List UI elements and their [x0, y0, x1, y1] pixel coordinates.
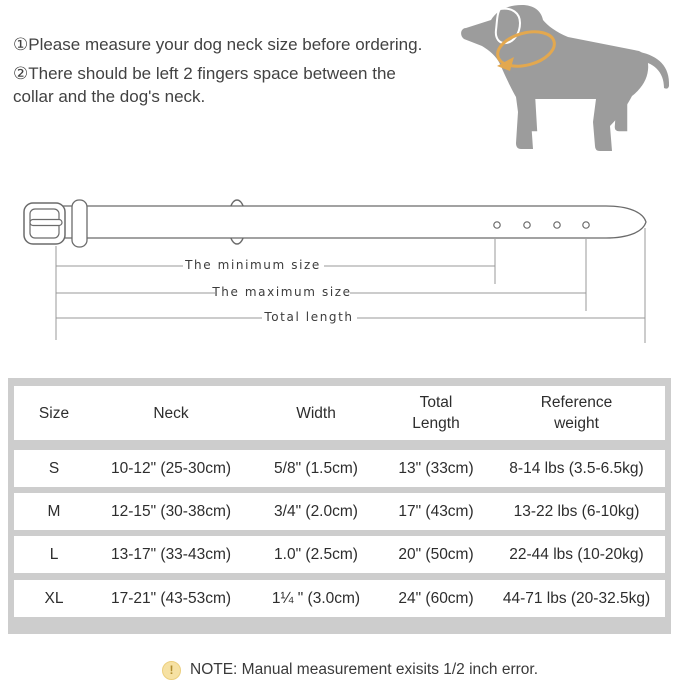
- collar-hole: [583, 222, 589, 228]
- instruction-line-1: ①Please measure your dog neck size before ordering.: [13, 35, 423, 54]
- cell-size: L: [49, 545, 59, 563]
- collar-hole: [494, 222, 500, 228]
- table-row: [14, 450, 665, 487]
- cell-total-length: 24" (60cm): [398, 589, 474, 607]
- cell-neck: 10-12" (25-30cm): [110, 459, 232, 477]
- cell-reference-weight: 8-14 lbs (3.5-6.5kg): [509, 459, 644, 477]
- collar-hole: [524, 222, 530, 228]
- size-table-header: [14, 386, 665, 440]
- cell-width: 1¼ " (3.0cm): [271, 589, 361, 607]
- cell-width: 1.0" (2.5cm): [274, 545, 358, 563]
- cell-neck: 17-21" (43-53cm): [110, 589, 232, 607]
- cell-width: 3/4" (2.0cm): [274, 502, 358, 520]
- cell-neck: 13-17" (33-43cm): [110, 545, 232, 563]
- cell-reference-weight: 44-71 lbs (20-32.5kg): [502, 589, 651, 607]
- dog-illustration: [436, 0, 679, 168]
- cell-total-length: 20" (50cm): [398, 545, 474, 563]
- note-text: NOTE: Manual measurement exisits 1/2 inch error.: [190, 661, 539, 678]
- cell-neck: 12-15" (30-38cm): [110, 502, 232, 520]
- cell-size: S: [48, 459, 60, 477]
- collar-keeper: [72, 200, 87, 247]
- cell-size: XL: [44, 589, 64, 607]
- cell-reference-weight: 22-44 lbs (10-20kg): [509, 545, 644, 563]
- instruction-line-2a: ②There should be left 2 fingers space between the: [13, 64, 396, 83]
- header-total-length: Total Length: [412, 394, 460, 432]
- label-minimum-size: The minimum size: [185, 258, 321, 272]
- header-reference-weight: Reference weight: [540, 394, 613, 432]
- header-size: Size: [38, 404, 70, 422]
- table-row: [14, 580, 665, 617]
- table-row: [14, 493, 665, 530]
- collar-buckle-pin: [30, 220, 62, 226]
- collar-diagram: [0, 185, 679, 350]
- table-row: [14, 536, 665, 573]
- label-maximum-size: The maximum size: [212, 285, 352, 299]
- instruction-line-2: [13, 62, 396, 108]
- cell-size: M: [47, 502, 61, 520]
- instruction-line-2b: collar and the dog's neck.: [13, 87, 206, 106]
- cell-total-length: 17" (43cm): [398, 502, 474, 520]
- collar-hole: [554, 222, 560, 228]
- size-table: [8, 378, 671, 634]
- header-width: Width: [296, 404, 336, 422]
- label-total-length: Total length: [264, 310, 354, 324]
- dog-eye: [484, 14, 492, 21]
- header-neck: Neck: [153, 404, 189, 422]
- cell-width: 5/8" (1.5cm): [274, 459, 358, 477]
- cell-total-length: 13" (33cm): [398, 459, 474, 477]
- cell-reference-weight: 13-22 lbs (6-10kg): [513, 502, 640, 520]
- warning-icon: !: [162, 661, 181, 680]
